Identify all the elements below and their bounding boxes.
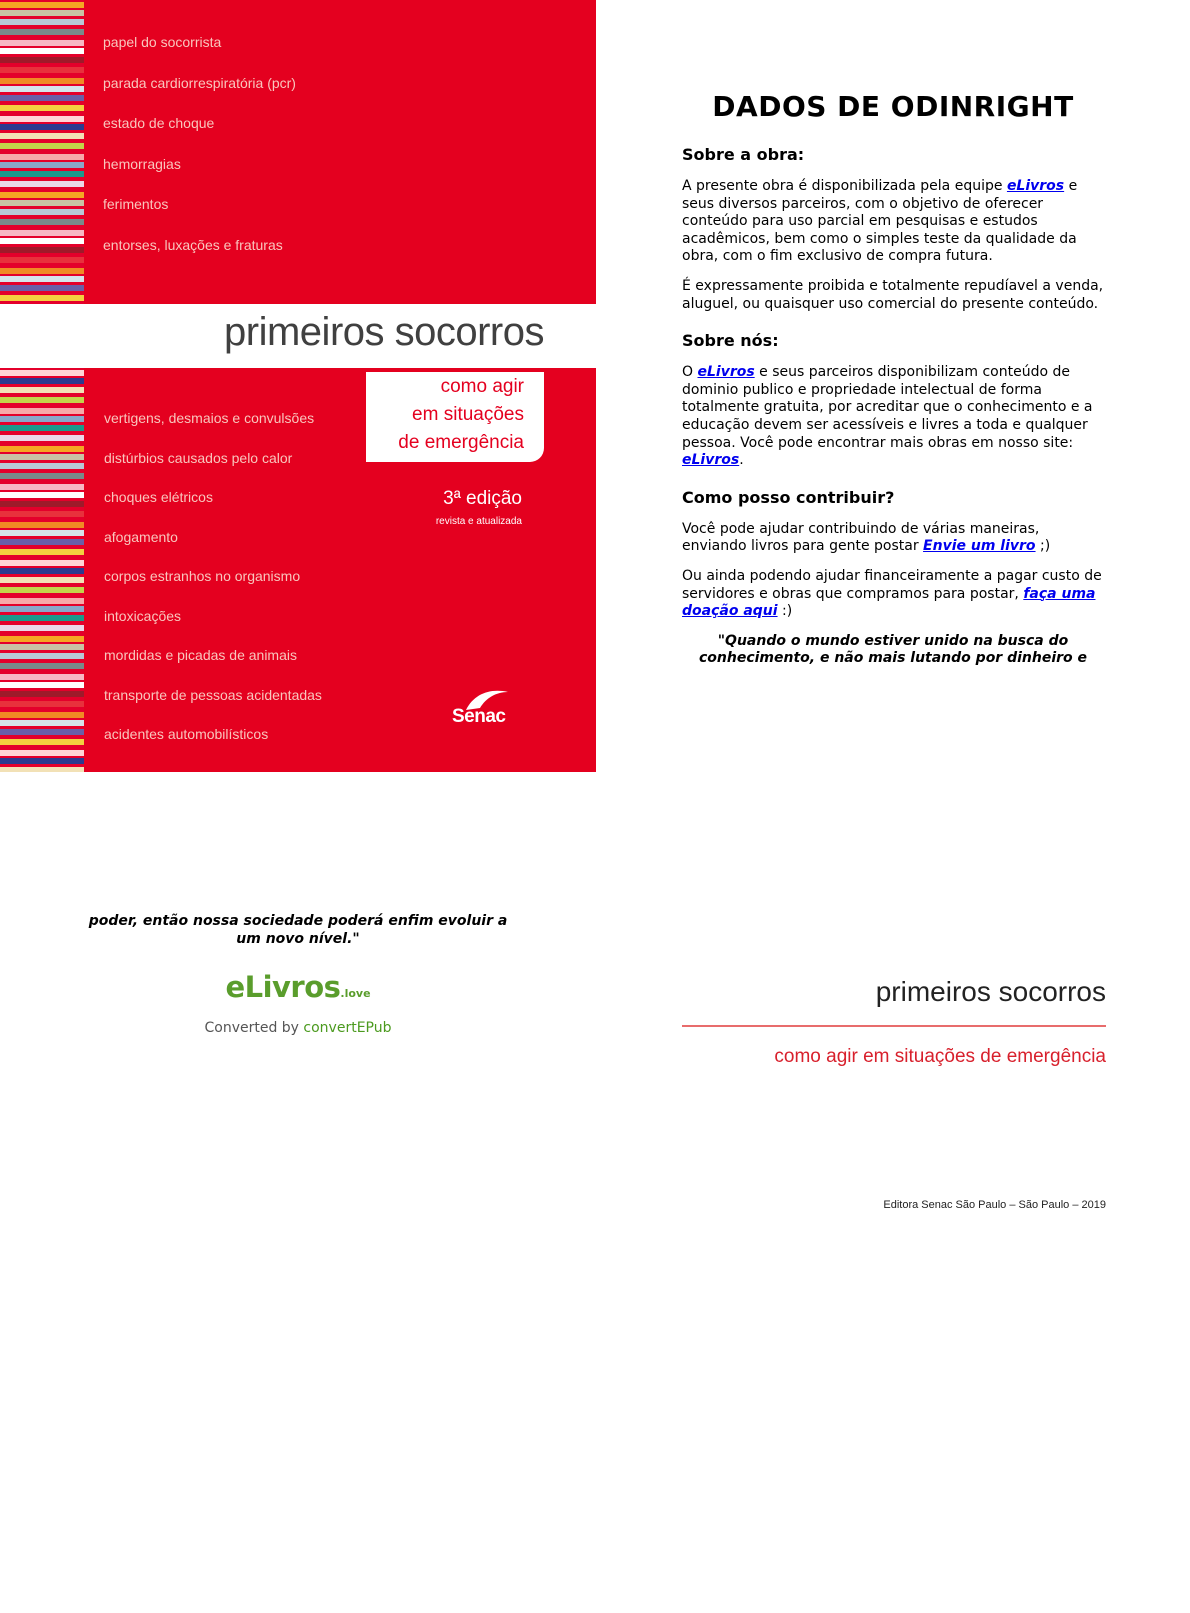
cover-stripe — [0, 511, 84, 517]
cover-topic: intoxicações — [104, 607, 182, 624]
paragraph-text: e seus parceiros disponibilizam conteúdo de dominio publico e propriedade intelectual de forma totalmente gratuita, por acreditar que o conhecimento e a educação devem ser acessíveis e livres a toda e qualquer pessoa. Você pode encontrar mais obras em nosso site: — [682, 364, 1093, 451]
cover-edition: 3ª edição — [443, 488, 522, 509]
cover-stripe — [0, 587, 84, 593]
paragraph-text: . — [739, 452, 744, 469]
cover-topic: estado de choque — [103, 115, 215, 131]
cover-stripe — [0, 549, 84, 555]
elivros-logo — [84, 970, 512, 1004]
cover-stripe — [0, 230, 84, 236]
cover-stripe — [0, 435, 84, 441]
elivros-link[interactable]: eLivros — [1006, 178, 1065, 194]
cover-stripe — [0, 425, 84, 431]
cover-stripe — [0, 691, 84, 697]
cover-stripe — [0, 57, 84, 63]
converted-by-label: Converted by — [204, 1020, 304, 1036]
cover-stripe — [0, 598, 84, 604]
cover-stripe — [0, 276, 84, 282]
cover-stripe — [0, 758, 84, 764]
senac-logo-text: Senac — [452, 706, 506, 727]
cover-stripe — [0, 78, 84, 84]
cover-topic: distúrbios causados pelo calor — [104, 449, 293, 466]
cover-stripe — [0, 387, 84, 393]
cover-stripe — [0, 162, 84, 168]
paragraph-text: O — [682, 364, 698, 381]
cover-subtitle-line: como agir — [440, 376, 524, 397]
doacao-link[interactable]: faça uma doação aqui — [682, 585, 1096, 620]
cover-stripe-bar — [0, 0, 84, 772]
cover-stripe — [0, 143, 84, 149]
cover-title: primeiros socorros — [224, 310, 544, 354]
cover-stripe — [0, 539, 84, 545]
cover-stripe — [0, 238, 84, 244]
paragraph-text: Ou ainda podendo ajudar financeiramente a pagar custo de servidores e obras que compramos para postar, — [682, 567, 1102, 602]
cover-stripe — [0, 295, 84, 301]
cover-stripe — [0, 615, 84, 621]
cover-stripe — [0, 463, 84, 469]
cover-stripe — [0, 378, 84, 384]
cover-stripe — [0, 19, 84, 25]
cover-stripe — [0, 720, 84, 726]
doacao-paragraph — [682, 568, 1104, 621]
cover-stripe — [0, 492, 84, 498]
section-title-sobre-nos: Sobre nós: — [682, 331, 779, 351]
elivros-link[interactable]: eLivros — [697, 364, 755, 381]
book-cover — [0, 0, 596, 772]
sobre-obra-paragraph — [682, 178, 1104, 266]
prohibition-paragraph: É expressamente proibida e totalmente repudíavel a venda, aluguel, ou quaisquer uso comercial do presente conteúdo. — [682, 277, 1104, 312]
elivros-logo-name: eLivros — [225, 970, 341, 1004]
sobre-nos-paragraph — [682, 364, 1104, 470]
cover-stripe — [0, 701, 84, 707]
cover-stripe — [0, 247, 84, 253]
cover-topic: corpos estranhos no organismo — [104, 568, 301, 584]
cover-stripe — [0, 86, 84, 92]
converter-tool-name: convertEPub — [303, 1020, 392, 1036]
cover-stripe — [0, 446, 84, 452]
cover-stripe — [0, 636, 84, 642]
cover-topic: entorses, luxações e fraturas — [103, 236, 283, 253]
cover-stripe-gap — [0, 304, 84, 368]
cover-stripe — [0, 2, 84, 8]
cover-stripe — [0, 501, 84, 507]
title-page-title: primeiros socorros — [875, 976, 1106, 1007]
cover-stripe — [0, 625, 84, 631]
paragraph-text: Você pode ajudar contribuindo de várias maneiras, enviando livros para gente postar — [682, 520, 1040, 555]
cover-stripe — [0, 257, 84, 263]
section-title-contribuir: Como posso contribuir? — [682, 487, 895, 507]
cover-stripe — [0, 663, 84, 669]
cover-subtitle-box — [366, 372, 544, 462]
envie-livro-link[interactable]: Envie um livro — [923, 538, 1036, 555]
cover-stripe — [0, 67, 84, 73]
cover-stripe — [0, 712, 84, 718]
cover-stripe — [0, 577, 84, 583]
cover-stripe — [0, 767, 84, 772]
cover-stripe — [0, 522, 84, 528]
cover-stripe — [0, 48, 84, 54]
cover-stripe — [0, 416, 84, 422]
cover-stripe — [0, 171, 84, 177]
senac-logo — [452, 686, 516, 728]
cover-topic: choques elétricos — [104, 489, 213, 505]
cover-stripe — [0, 95, 84, 101]
cover-topic: acidentes automobilísticos — [104, 726, 269, 742]
contribuir-paragraph — [682, 521, 1104, 556]
converted-by-line — [84, 1020, 512, 1036]
cover-stripe — [0, 750, 84, 756]
cover-stripe — [0, 739, 84, 745]
odinright-page — [682, 90, 1104, 680]
cover-stripe — [0, 682, 84, 688]
quote-part-2: poder, então nossa sociedade poderá enfim evoluir a um novo nível." — [88, 913, 508, 947]
cover-topic: ferimentos — [103, 196, 169, 212]
cover-stripe — [0, 606, 84, 612]
paragraph-text: e seus diversos parceiros, com o objetivo de oferecer conteúdo para uso parcial em pesquisas e estudos acadêmicos, bem como o simples teste da qualidade da obra, com o fim exclusivo de compra futura. — [682, 178, 1078, 265]
cover-stripe — [0, 370, 84, 376]
cover-edition-note: revista e atualizada — [435, 516, 522, 527]
cover-stripe — [0, 397, 84, 403]
paragraph-text: :) — [777, 603, 793, 620]
quote-part-1: "Quando o mundo estiver unido na busca do conhecimento, e não mais lutando por dinheiro e — [698, 632, 1088, 667]
cover-stripe — [0, 644, 84, 650]
title-page-subtitle: como agir em situações de emergência — [774, 1046, 1106, 1067]
cover-stripe — [0, 408, 84, 414]
cover-stripe — [0, 285, 84, 291]
cover-topic: afogamento — [104, 528, 178, 545]
cover-stripe — [0, 124, 84, 130]
cover-stripe — [0, 133, 84, 139]
cover-topic: transporte de pessoas acidentadas — [104, 686, 322, 703]
cover-stripe — [0, 105, 84, 111]
elivros-site-link[interactable]: eLivros — [682, 452, 740, 469]
cover-stripe — [0, 10, 84, 16]
odinright-heading: DADOS DE ODINRIGHT — [712, 90, 1074, 123]
cover-stripe — [0, 653, 84, 659]
cover-stripe — [0, 268, 84, 274]
cover-topic: parada cardiorrespiratória (pcr) — [103, 74, 296, 91]
cover-stripe — [0, 219, 84, 225]
cover-stripe — [0, 154, 84, 160]
elivros-logo-tld: .love — [340, 987, 371, 1000]
cover-stripe — [0, 674, 84, 680]
cover-topic: vertigens, desmaios e convulsões — [104, 410, 315, 426]
cover-stripe — [0, 729, 84, 735]
cover-topic: papel do socorrista — [103, 34, 222, 50]
paragraph-text: ;) — [1035, 538, 1051, 555]
cover-topic: hemorragias — [103, 155, 181, 172]
cover-stripe — [0, 116, 84, 122]
cover-stripe — [0, 568, 84, 574]
cover-subtitle-line: de emergência — [398, 432, 524, 453]
title-page-divider — [682, 1025, 1106, 1027]
cover-stripe — [0, 454, 84, 460]
cover-topic: mordidas e picadas de animais — [104, 647, 297, 663]
cover-stripe — [0, 560, 84, 566]
cover-topics-bottom — [104, 410, 322, 766]
cover-stripe — [0, 484, 84, 490]
cover-topics-top — [103, 34, 296, 277]
cover-stripe — [0, 192, 84, 198]
cover-stripe — [0, 473, 84, 479]
cover-stripe — [0, 181, 84, 187]
paragraph-text: A presente obra é disponibilizada pela equipe — [682, 178, 1007, 194]
section-title-sobre-obra: Sobre a obra: — [682, 145, 805, 164]
cover-stripe — [0, 200, 84, 206]
title-page-publisher: Editora Senac São Paulo – São Paulo – 2019 — [883, 1199, 1106, 1211]
cover-stripe — [0, 209, 84, 215]
cover-subtitle-line: em situações — [412, 404, 524, 425]
cover-stripe — [0, 530, 84, 536]
cover-stripe — [0, 29, 84, 35]
cover-stripe — [0, 40, 84, 46]
